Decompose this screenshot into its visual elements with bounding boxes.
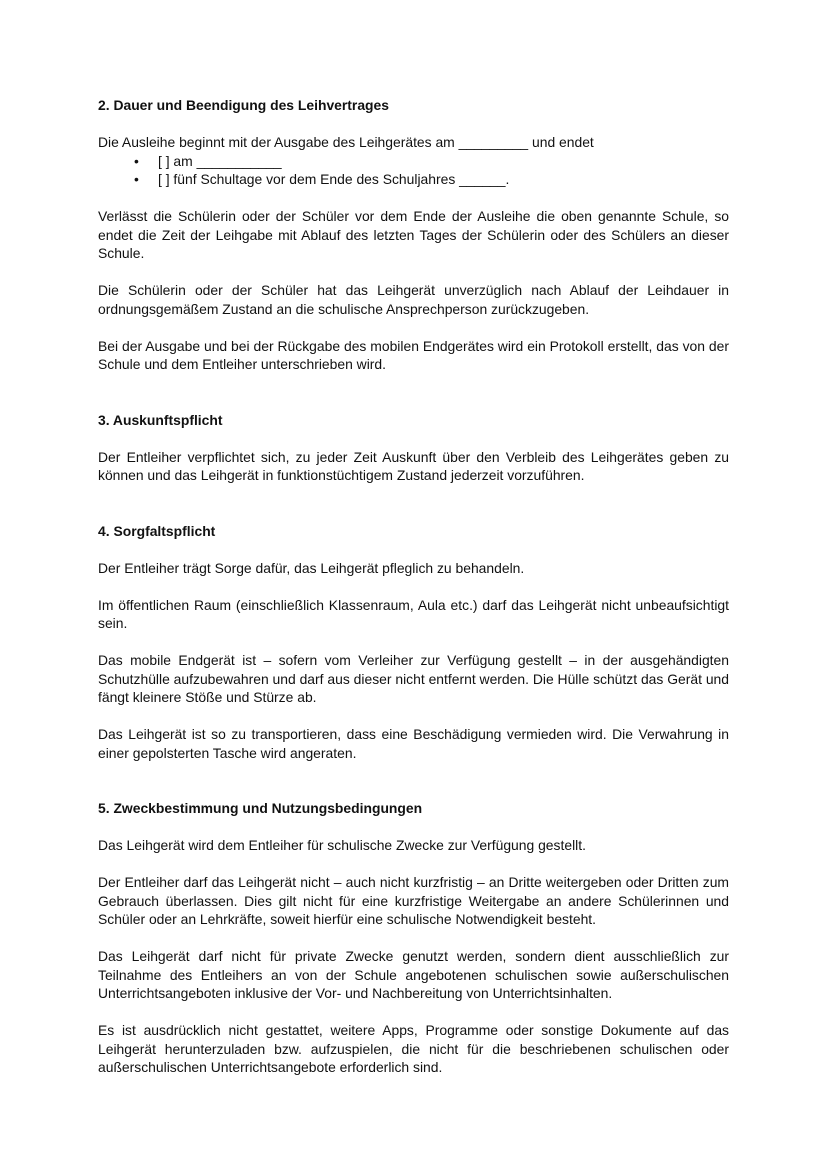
paragraph: Der Entleiher darf das Leihgerät nicht – auch nicht kurzfristig – an Dritte weitergeben oder Dritten zum Gebrauch überlassen. Dies gilt nicht für eine kurzfristige Weitergabe an andere Schülerinnen und Schüler oder an Lehrkräfte, soweit hierfür eine schulische Notwendigkeit besteht. xyxy=(98,874,729,927)
list-item-text: [ ] am ___________ xyxy=(158,152,282,169)
paragraph: Verlässt die Schülerin oder der Schüler vor dem Ende der Ausleihe die oben genannte Schule, so endet die Zeit der Leihgabe mit Ablauf des letzten Tages der Schülerin oder des Schülers an dieser Schule. xyxy=(98,208,729,261)
paragraph: Das Leihgerät wird dem Entleiher für schulische Zwecke zur Verfügung gestellt. xyxy=(98,837,586,853)
paragraph: Im öffentlichen Raum (einschließlich Klassenraum, Aula etc.) darf das Leihgerät nicht unbeaufsichtigt sein. xyxy=(98,596,729,631)
section-heading-duty-of-care: 4. Sorgfaltspflicht xyxy=(98,522,216,539)
bullet-icon: • xyxy=(134,171,139,187)
list-item xyxy=(98,170,729,189)
paragraph: Bei der Ausgabe und bei der Rückgabe des mobilen Endgerätes wird ein Protokoll erstellt, das von der Schule und dem Entleiher unterschrieben wird. xyxy=(98,337,729,372)
section-heading-information-duty: 3. Auskunftspflicht xyxy=(98,411,223,428)
paragraph: Es ist ausdrücklich nicht gestattet, weitere Apps, Programme oder sonstige Dokumente auf das Leihgerät herunterzuladen bzw. aufzuspielen, die nicht für die beschriebenen schulischen oder außerschulischen Unterrichtsangebote erforderlich sind. xyxy=(98,1022,729,1075)
paragraph: Das mobile Endgerät ist – sofern vom Verleiher zur Verfügung gestellt – in der ausgehändigten Schutzhülle aufzubewahren und darf aus dieser nicht entfernt werden. Die Hülle schützt das Gerät und fängt kleinere Stöße und Stürze ab. xyxy=(98,652,729,705)
paragraph: Das Leihgerät darf nicht für private Zwecke genutzt werden, sondern dient ausschließlich zur Teilnahme des Entleihers an von der Schule angebotenen schulischen sowie außerschulischen Unterrichtsangeboten inklusive der Vor- und Nachbereitung von Unterrichtsinhalten. xyxy=(98,948,729,1001)
paragraph: Die Schülerin oder der Schüler hat das Leihgerät unverzüglich nach Ablauf der Leihdauer in ordnungsgemäßem Zustand an die schulische Ansprechperson zurückzugeben. xyxy=(98,282,729,317)
paragraph: Das Leihgerät ist so zu transportieren, dass eine Beschädigung vermieden wird. Die Verwahrung in einer gepolsterten Tasche wird angeraten. xyxy=(98,726,729,761)
section-heading-duration: 2. Dauer und Beendigung des Leihvertrages xyxy=(98,97,389,113)
loan-end-options xyxy=(98,152,729,189)
loan-start-text: Die Ausleihe beginnt mit der Ausgabe des Leihgerätes am _________ und endet xyxy=(98,134,594,150)
section-heading-purpose-and-terms: 5. Zweckbestimmung und Nutzungsbedingungen xyxy=(98,800,423,816)
paragraph: Der Entleiher verpflichtet sich, zu jeder Zeit Auskunft über den Verbleib des Leihgerätes geben zu können und das Leihgerät in funktionstüchtigem Zustand jederzeit vorzuführen. xyxy=(98,448,729,483)
bullet-icon: • xyxy=(134,152,139,169)
paragraph: Der Entleiher trägt Sorge dafür, das Leihgerät pfleglich zu behandeln. xyxy=(98,559,525,576)
document-body xyxy=(98,96,729,1077)
list-item-text: [ ] fünf Schultage vor dem Ende des Schuljahres ______. xyxy=(158,171,510,187)
list-item xyxy=(98,152,729,171)
